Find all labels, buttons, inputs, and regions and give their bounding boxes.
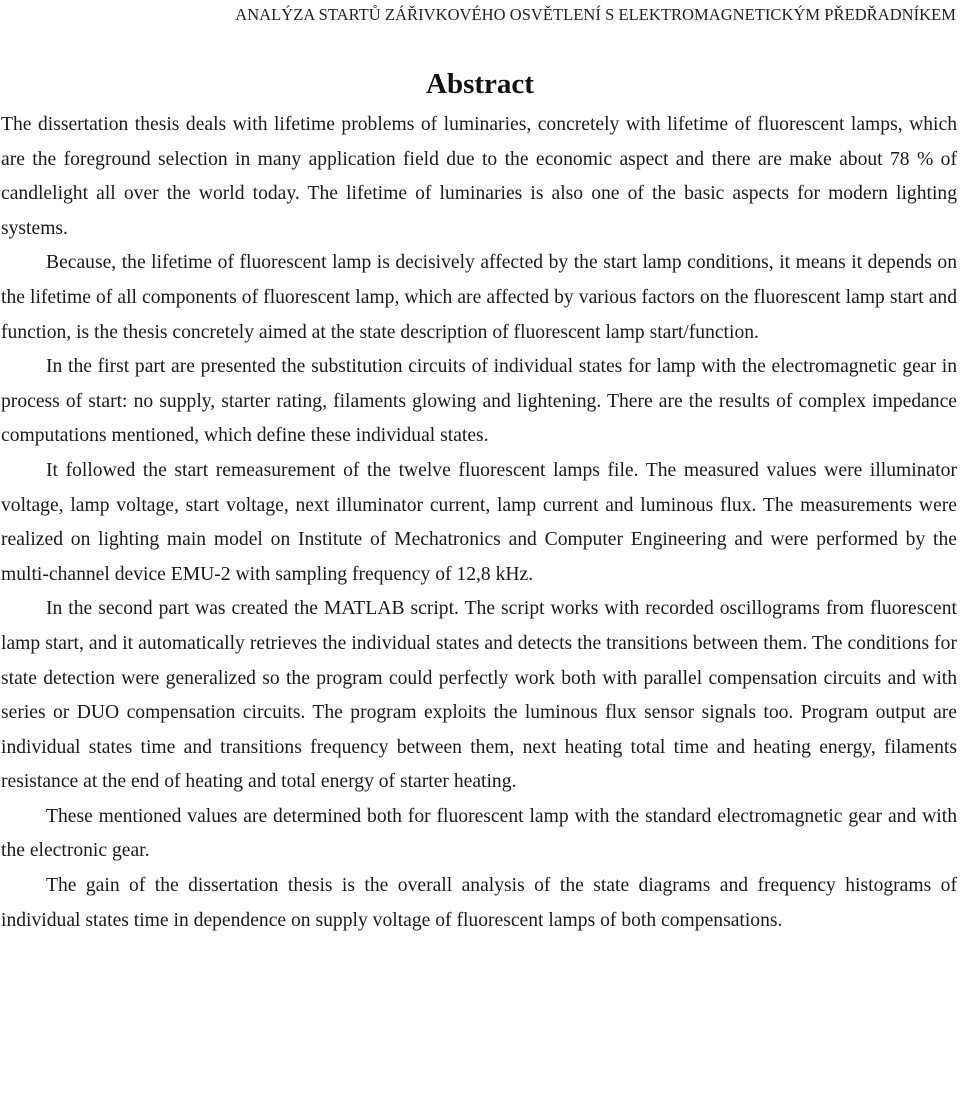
abstract-body <box>1 108 957 938</box>
abstract-paragraph-3: In the first part are presented the substitution circuits of individual states for lamp with the electromagnetic gear in process of start: no supply, starter rating, filaments glowing and lightening. There are the results of complex impedance computations mentioned, which define these individual states. <box>1 356 957 447</box>
abstract-paragraph-6: These mentioned values are determined both for fluorescent lamp with the standard electromagnetic gear and with the electronic gear. <box>1 805 957 862</box>
abstract-title: Abstract <box>426 68 534 100</box>
abstract-paragraph-2: Because, the lifetime of fluorescent lamp is decisively affected by the start lamp conditions, it means it depends on the lifetime of all components of fluorescent lamp, which are affected by various factors on the fluorescent lamp start and function, is the thesis concretely aimed at the state description of fluorescent lamp start/function. <box>1 252 957 343</box>
abstract-paragraph-1: The dissertation thesis deals with lifetime problems of luminaries, concretely with lifetime of fluorescent lamps, which are the foreground selection in many application field due to the economic aspect and there are make about 78 % of candlelight all over the world today. The lifetime of luminaries is also one of the basic aspects for modern lighting systems. <box>1 114 957 239</box>
running-header: ANALÝZA STARTŮ ZÁŘIVKOVÉHO OSVĚTLENÍ S ELEKTROMAGNETICKÝM PŘEDŘADNÍKEM <box>235 5 956 24</box>
abstract-paragraph-4: It followed the start remeasurement of the twelve fluorescent lamps file. The measured values were illuminator voltage, lamp voltage, start voltage, next illuminator current, lamp current and luminous flux. The measurements were realized on lighting main model on Institute of Mechatronics and Computer Engineering and were performed by the multi-channel device EMU-2 with sampling frequency of 12,8 kHz. <box>1 459 957 585</box>
abstract-paragraph-5: In the second part was created the MATLAB script. The script works with recorded oscillograms from fluorescent lamp start, and it automatically retrieves the individual states and detects the transitions between them. The conditions for state detection were generalized so the program could perfectly work both with parallel compensation circuits and with series or DUO compensation circuits. The program exploits the luminous flux sensor signals too. Program output are individual states time and transitions frequency between them, next heating total time and heating energy, filaments resistance at the end of heating and total energy of starter heating. <box>1 598 957 793</box>
abstract-paragraph-7: The gain of the dissertation thesis is the overall analysis of the state diagrams and frequency histograms of individual states time in dependence on supply voltage of fluorescent lamps of both compensations. <box>1 875 957 931</box>
